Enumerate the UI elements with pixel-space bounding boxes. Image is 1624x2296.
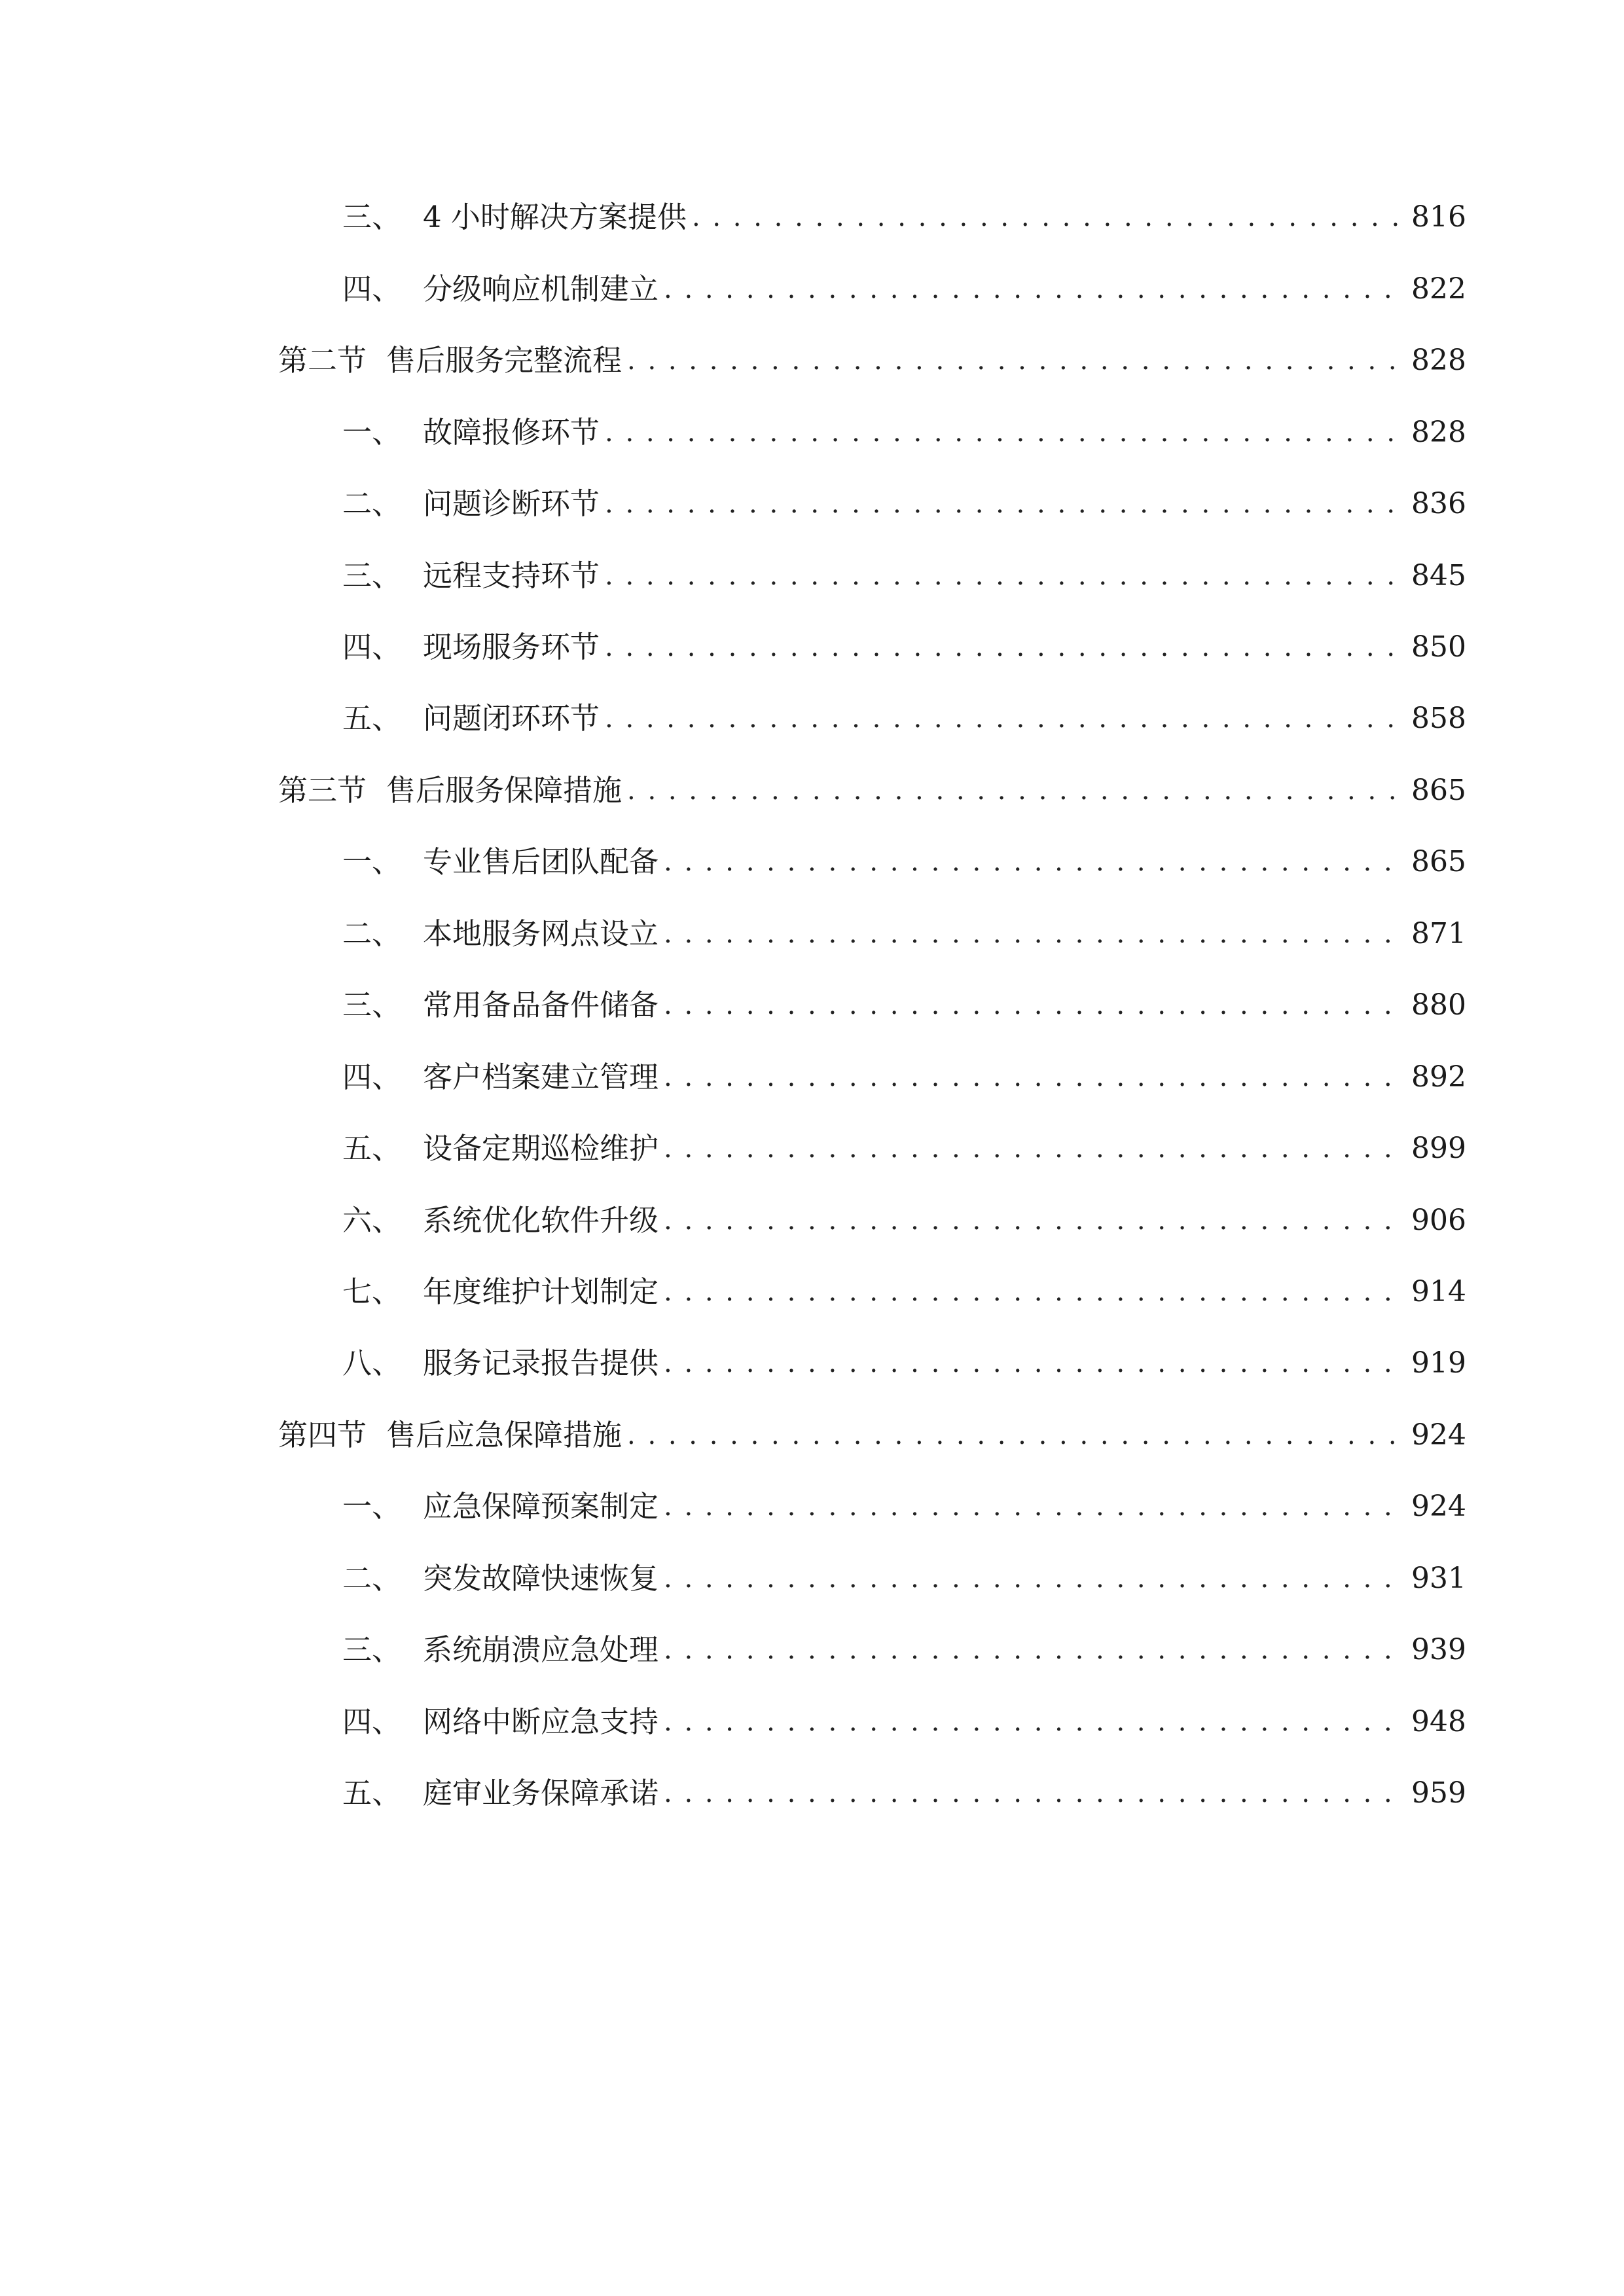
toc-entry-page: 906 <box>1411 1204 1466 1237</box>
toc-entry-number: 第三节 <box>278 773 367 808</box>
dot-leader <box>605 478 1405 530</box>
toc-entry-title: 年度维护计划制定 <box>423 1274 659 1309</box>
toc-entry[interactable] <box>342 1194 1466 1247</box>
toc-entry-number: 三、 <box>342 200 402 234</box>
toc-entry-number: 七、 <box>342 1274 402 1309</box>
toc-entry-number: 二、 <box>342 916 402 951</box>
dot-leader <box>605 550 1405 602</box>
toc-entry-title: 本地服务网点设立 <box>423 916 659 951</box>
toc-entry[interactable] <box>342 979 1466 1031</box>
toc-entry-number: 四、 <box>342 272 402 306</box>
toc-entry-title: 4 小时解决方案提供 <box>423 200 687 234</box>
toc-entry-page: 845 <box>1411 559 1466 592</box>
toc-entry-page: 924 <box>1411 1490 1466 1523</box>
toc-entry-title: 系统崩溃应急处理 <box>423 1632 659 1667</box>
dot-leader <box>664 1767 1405 1820</box>
dot-leader <box>664 1051 1405 1103</box>
toc-entry-title: 售后服务完整流程 <box>386 343 623 378</box>
toc-entry-title: 现场服务环节 <box>423 630 600 664</box>
toc-entry[interactable] <box>342 1051 1466 1103</box>
toc-entry-number: 三、 <box>342 558 402 593</box>
dot-leader <box>692 191 1405 243</box>
toc-entry-page: 919 <box>1411 1346 1466 1380</box>
toc-entry-title: 问题诊断环节 <box>423 486 600 521</box>
toc-entry[interactable] <box>342 1122 1466 1175</box>
toc-entry-number: 六、 <box>342 1203 402 1238</box>
toc-entry-number: 第四节 <box>278 1418 367 1452</box>
toc-section-entry[interactable] <box>278 1409 1466 1462</box>
toc-entry-title: 网络中断应急支持 <box>423 1704 659 1739</box>
toc-entry[interactable] <box>342 550 1466 602</box>
toc-entry-number: 五、 <box>342 701 402 736</box>
toc-entry-page: 865 <box>1411 774 1466 807</box>
dot-leader <box>664 1696 1405 1748</box>
toc-entry[interactable] <box>342 1266 1466 1318</box>
toc-entry-number: 三、 <box>342 1632 402 1667</box>
toc-entry-title: 应急保障预案制定 <box>423 1489 659 1524</box>
toc-entry-number: 一、 <box>342 415 402 450</box>
toc-entry-title: 庭审业务保障承诺 <box>423 1776 659 1810</box>
toc-entry[interactable] <box>342 1480 1466 1533</box>
toc-entry[interactable] <box>342 406 1466 459</box>
toc-entry-title: 分级响应机制建立 <box>423 272 659 306</box>
toc-entry-title: 问题闭环环节 <box>423 701 600 736</box>
toc-entry-title: 故障报修环节 <box>423 415 600 450</box>
toc-entry[interactable] <box>342 263 1466 315</box>
toc-entry-page: 899 <box>1411 1132 1466 1165</box>
toc-entry-page: 822 <box>1411 272 1466 306</box>
toc-entry-page: 836 <box>1411 487 1466 520</box>
dot-leader <box>664 1552 1405 1605</box>
toc-entry-number: 四、 <box>342 630 402 664</box>
dot-leader <box>664 1337 1405 1390</box>
toc-entry-title: 售后应急保障措施 <box>386 1418 623 1452</box>
toc-entry-number: 三、 <box>342 988 402 1022</box>
toc-entry-title: 售后服务保障措施 <box>386 773 623 808</box>
toc-entry[interactable] <box>342 1552 1466 1605</box>
dot-leader <box>664 1480 1405 1533</box>
toc-entry-title: 突发故障快速恢复 <box>423 1561 659 1596</box>
toc-entry[interactable] <box>342 908 1466 960</box>
toc-entry[interactable] <box>342 836 1466 888</box>
toc-entry[interactable] <box>342 1767 1466 1820</box>
toc-entry-number: 一、 <box>342 1489 402 1524</box>
toc-entry[interactable] <box>342 621 1466 673</box>
toc-entry-title: 设备定期巡检维护 <box>423 1131 659 1166</box>
toc-entry-page: 865 <box>1411 845 1466 878</box>
toc-entry-number: 五、 <box>342 1776 402 1810</box>
dot-leader <box>605 692 1405 745</box>
dot-leader <box>664 836 1405 888</box>
toc-entry-page: 939 <box>1411 1633 1466 1666</box>
toc-entry-title: 常用备品备件储备 <box>423 988 659 1022</box>
dot-leader <box>605 406 1405 459</box>
toc-entry-number: 四、 <box>342 1704 402 1739</box>
toc-entry[interactable] <box>342 1696 1466 1748</box>
toc-entry-page: 850 <box>1411 630 1466 664</box>
dot-leader <box>605 621 1405 673</box>
toc-entry-title: 专业售后团队配备 <box>423 844 659 879</box>
toc-entry-title: 客户档案建立管理 <box>423 1060 659 1094</box>
toc-entry-number: 第二节 <box>278 343 367 378</box>
toc-entry-title: 服务记录报告提供 <box>423 1346 659 1380</box>
toc-entry-page: 880 <box>1411 988 1466 1022</box>
toc-entry-page: 828 <box>1411 416 1466 449</box>
toc-entry-page: 948 <box>1411 1705 1466 1738</box>
dot-leader <box>664 1122 1405 1175</box>
toc-entry-page: 892 <box>1411 1060 1466 1094</box>
toc-entry-page: 924 <box>1411 1418 1466 1452</box>
toc-entry[interactable] <box>342 692 1466 745</box>
toc-section-entry[interactable] <box>278 334 1466 387</box>
toc-entry-number: 四、 <box>342 1060 402 1094</box>
dot-leader <box>627 334 1405 387</box>
dot-leader <box>664 979 1405 1031</box>
dot-leader <box>664 1194 1405 1247</box>
toc-entry-title: 系统优化软件升级 <box>423 1203 659 1238</box>
dot-leader <box>664 263 1405 315</box>
toc-entry[interactable] <box>342 191 1466 243</box>
toc-entry-page: 858 <box>1411 702 1466 735</box>
toc-entry-number: 二、 <box>342 486 402 521</box>
dot-leader <box>627 764 1405 817</box>
toc-entry[interactable] <box>342 1624 1466 1676</box>
toc-section-entry[interactable] <box>278 764 1466 817</box>
toc-entry-number: 二、 <box>342 1561 402 1596</box>
toc-entry-title: 远程支持环节 <box>423 558 600 593</box>
toc-entry-number: 八、 <box>342 1346 402 1380</box>
dot-leader <box>664 1266 1405 1318</box>
toc-entry-number: 五、 <box>342 1131 402 1166</box>
toc-entry-page: 816 <box>1411 200 1466 234</box>
dot-leader <box>664 908 1405 960</box>
toc-entry-page: 959 <box>1411 1776 1466 1810</box>
toc-entry[interactable] <box>342 478 1466 530</box>
toc-entry[interactable] <box>342 1337 1466 1390</box>
toc-entry-page: 871 <box>1411 917 1466 950</box>
dot-leader <box>664 1624 1405 1676</box>
dot-leader <box>627 1409 1405 1462</box>
toc-entry-number: 一、 <box>342 844 402 879</box>
toc-entry-page: 931 <box>1411 1562 1466 1595</box>
toc-entry-page: 828 <box>1411 344 1466 377</box>
toc-entry-page: 914 <box>1411 1275 1466 1308</box>
